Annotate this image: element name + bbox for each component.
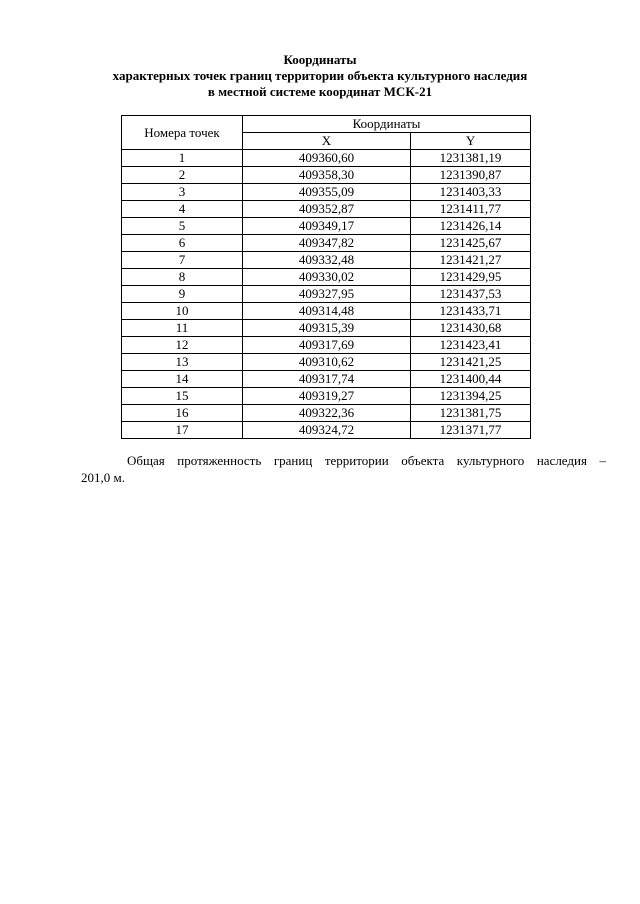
cell-x: 409310,62 bbox=[243, 354, 411, 371]
cell-y: 1231425,67 bbox=[411, 235, 531, 252]
cell-x: 409360,60 bbox=[243, 150, 411, 167]
cell-x: 409352,87 bbox=[243, 201, 411, 218]
header-x: X bbox=[243, 133, 411, 150]
header-coordinates: Координаты bbox=[243, 116, 531, 133]
cell-x: 409347,82 bbox=[243, 235, 411, 252]
table-row bbox=[122, 235, 531, 252]
title-line-3: в местной системе координат МСК-21 bbox=[207, 84, 433, 99]
cell-point-number: 13 bbox=[122, 354, 243, 371]
cell-y: 1231433,71 bbox=[411, 303, 531, 320]
cell-y: 1231429,95 bbox=[411, 269, 531, 286]
cell-y: 1231423,41 bbox=[411, 337, 531, 354]
cell-x: 409315,39 bbox=[243, 320, 411, 337]
cell-point-number: 17 bbox=[122, 422, 243, 439]
cell-y: 1231390,87 bbox=[411, 167, 531, 184]
cell-point-number: 14 bbox=[122, 371, 243, 388]
cell-x: 409327,95 bbox=[243, 286, 411, 303]
table-row bbox=[122, 371, 531, 388]
cell-point-number: 9 bbox=[122, 286, 243, 303]
header-y: Y bbox=[411, 133, 531, 150]
table-row bbox=[122, 422, 531, 439]
cell-point-number: 1 bbox=[122, 150, 243, 167]
table-row bbox=[122, 201, 531, 218]
cell-point-number: 16 bbox=[122, 405, 243, 422]
cell-y: 1231371,77 bbox=[411, 422, 531, 439]
table-row bbox=[122, 337, 531, 354]
cell-x: 409355,09 bbox=[243, 184, 411, 201]
boundary-length-note bbox=[81, 452, 606, 486]
table-row bbox=[122, 354, 531, 371]
cell-x: 409314,48 bbox=[243, 303, 411, 320]
title-line-2: характерных точек границ территории объекта культурного наследия bbox=[112, 68, 528, 83]
table-row bbox=[122, 269, 531, 286]
cell-x: 409319,27 bbox=[243, 388, 411, 405]
cell-point-number: 5 bbox=[122, 218, 243, 235]
document-title bbox=[0, 52, 640, 100]
cell-point-number: 12 bbox=[122, 337, 243, 354]
cell-x: 409317,69 bbox=[243, 337, 411, 354]
cell-x: 409332,48 bbox=[243, 252, 411, 269]
cell-y: 1231381,19 bbox=[411, 150, 531, 167]
cell-y: 1231426,14 bbox=[411, 218, 531, 235]
table-row bbox=[122, 320, 531, 337]
cell-y: 1231381,75 bbox=[411, 405, 531, 422]
table-row bbox=[122, 405, 531, 422]
cell-y: 1231430,68 bbox=[411, 320, 531, 337]
cell-point-number: 3 bbox=[122, 184, 243, 201]
cell-x: 409330,02 bbox=[243, 269, 411, 286]
cell-y: 1231400,44 bbox=[411, 371, 531, 388]
cell-y: 1231411,77 bbox=[411, 201, 531, 218]
cell-x: 409358,30 bbox=[243, 167, 411, 184]
cell-point-number: 6 bbox=[122, 235, 243, 252]
cell-x: 409317,74 bbox=[243, 371, 411, 388]
table-row bbox=[122, 286, 531, 303]
cell-point-number: 10 bbox=[122, 303, 243, 320]
cell-y: 1231421,27 bbox=[411, 252, 531, 269]
table-row bbox=[122, 150, 531, 167]
table-row bbox=[122, 388, 531, 405]
table-header-row bbox=[122, 116, 531, 133]
header-point-numbers: Номера точек bbox=[122, 116, 243, 150]
cell-x: 409324,72 bbox=[243, 422, 411, 439]
cell-y: 1231437,53 bbox=[411, 286, 531, 303]
cell-y: 1231403,33 bbox=[411, 184, 531, 201]
cell-point-number: 2 bbox=[122, 167, 243, 184]
note-line-1: Общая протяженность границ территории объекта культурного наследия – bbox=[127, 453, 606, 468]
table-row bbox=[122, 252, 531, 269]
table-body bbox=[122, 150, 531, 439]
table-row bbox=[122, 218, 531, 235]
cell-point-number: 8 bbox=[122, 269, 243, 286]
table-row bbox=[122, 184, 531, 201]
cell-y: 1231421,25 bbox=[411, 354, 531, 371]
cell-x: 409349,17 bbox=[243, 218, 411, 235]
cell-point-number: 7 bbox=[122, 252, 243, 269]
table-row bbox=[122, 303, 531, 320]
table-row bbox=[122, 167, 531, 184]
title-line-1: Координаты bbox=[283, 52, 357, 67]
cell-y: 1231394,25 bbox=[411, 388, 531, 405]
coordinates-table bbox=[121, 115, 531, 439]
cell-point-number: 4 bbox=[122, 201, 243, 218]
note-line-2: 201,0 м. bbox=[81, 470, 125, 485]
cell-point-number: 15 bbox=[122, 388, 243, 405]
cell-x: 409322,36 bbox=[243, 405, 411, 422]
cell-point-number: 11 bbox=[122, 320, 243, 337]
